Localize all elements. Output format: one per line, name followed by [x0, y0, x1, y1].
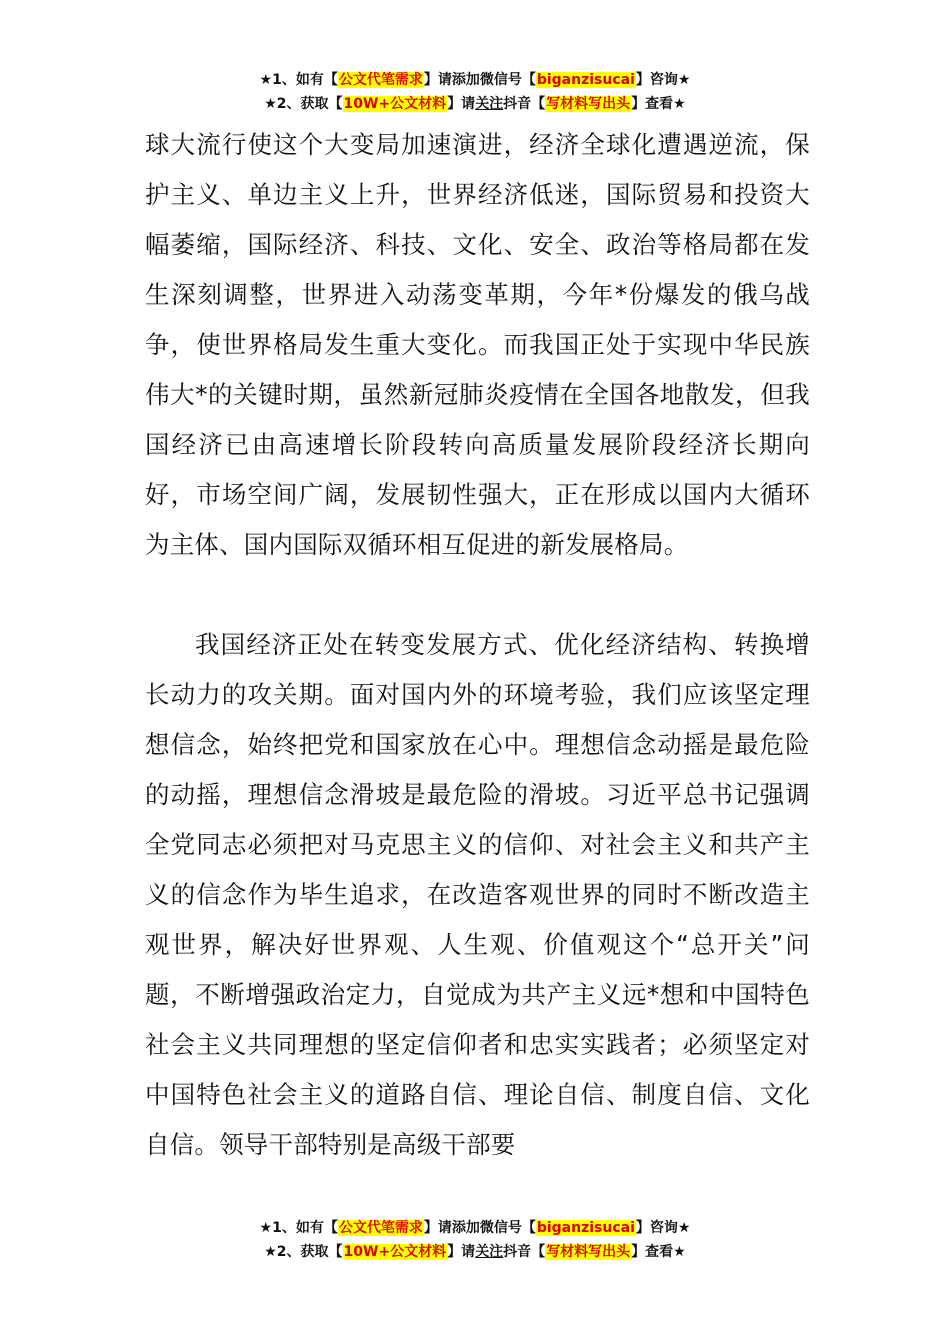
banner-line-2 [0, 92, 950, 116]
banner-text: ★2、获取【 [264, 1244, 343, 1260]
banner-line-1 [0, 68, 950, 92]
banner-text: ★1、如有【 [259, 72, 338, 88]
footer-banner [0, 1216, 950, 1264]
paragraph-2: 我国经济正处在转变发展方式、优化经济结构、转换增长动力的攻关期。面对国内外的环境考验，我们应该坚定理想信念，始终把党和国家放在心中。理想信念动摇是最危险的动摇，理想信念滑坡是最危险的滑坡。习近平总书记强调全党同志必须把对马克思主义的信仰、对社会主义和共产主义的信念作为毕生追求，在改造客观世界的同时不断改造主观世界，解决好世界观、人生观、价值观这个“总开关”问题，不断增强政治定力，自觉成为共产主义远*想和中国特色社会主义共同理想的坚定信仰者和忠实实践者；必须坚定对中国特色社会主义的道路自信、理论自信、制度自信、文化自信。领导干部特别是高级干部要 [145, 630, 810, 1159]
banner-text: ★2、获取【 [264, 96, 343, 112]
banner-text: 抖音【 [503, 96, 546, 112]
banner-bold-word: 加 [465, 1220, 480, 1236]
banner-line-2 [0, 1240, 950, 1264]
banner-underlined-word: 关注 [475, 1244, 504, 1260]
highlight-service: 公文代笔需求 [338, 1220, 423, 1236]
highlight-materials: 10W+公文材料 [343, 1244, 447, 1260]
header-banner [0, 68, 950, 116]
banner-text: 】请添 [423, 1220, 466, 1236]
highlight-douyin-account: 写材料写出头 [546, 1244, 631, 1260]
banner-text: 】请 [447, 1244, 476, 1260]
banner-text: 】查看★ [631, 1244, 686, 1260]
banner-text: 】查看★ [631, 96, 686, 112]
paragraph-1: 球大流行使这个大变局加速演进，经济全球化遭遇逆流，保护主义、单边主义上升，世界经济低迷，国际贸易和投资大幅萎缩，国际经济、科技、文化、安全、政治等格局都在发生深刻调整，世界进入动荡变革期，今年*份爆发的俄乌战争，使世界格局发生重大变化。而我国正处于实现中华民族伟大*的关键时期，虽然新冠肺炎疫情在全国各地散发，但我国经济已由高速增长阶段转向高质量发展阶段经济长期向好，市场空间广阔，发展韧性强大，正在形成以国内大循环为主体、国内国际双循环相互促进的新发展格局。 [145, 130, 810, 559]
banner-line-1 [0, 1216, 950, 1240]
banner-underlined-word: 关注 [475, 96, 504, 112]
banner-text: 微信号【 [479, 1220, 536, 1236]
banner-text: ★1、如有【 [259, 1220, 338, 1236]
banner-text: 】咨询★ [635, 72, 691, 88]
banner-bold-word: 加 [465, 72, 480, 88]
banner-text: 】请 [447, 96, 476, 112]
banner-text: 】咨询★ [635, 1220, 691, 1236]
highlight-wechat-id: biganzisucai [536, 1220, 635, 1236]
document-body [145, 120, 810, 1170]
highlight-service: 公文代笔需求 [338, 72, 423, 88]
highlight-douyin-account: 写材料写出头 [546, 96, 631, 112]
banner-text: 微信号【 [479, 72, 536, 88]
banner-text: 】请添 [423, 72, 466, 88]
banner-text: 抖音【 [503, 1244, 546, 1260]
highlight-wechat-id: biganzisucai [536, 72, 635, 88]
highlight-materials: 10W+公文材料 [343, 96, 447, 112]
